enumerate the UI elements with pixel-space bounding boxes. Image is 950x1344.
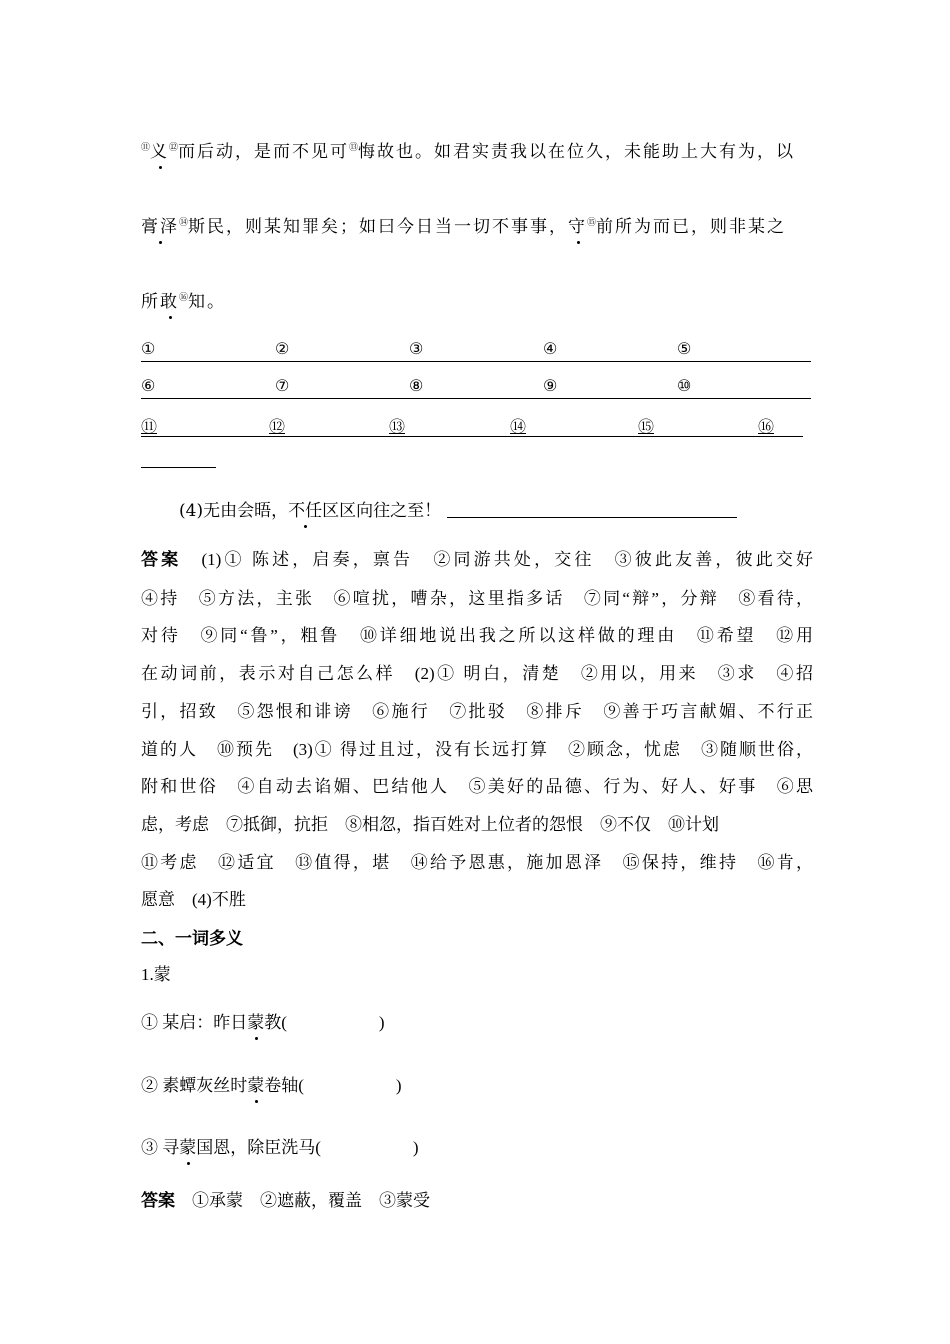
dotted-word-buren: 不任	[288, 496, 322, 521]
blank-12[interactable]: ⑫	[269, 417, 286, 436]
answer-label-2: 答案	[141, 1191, 175, 1211]
blank-10[interactable]: ⑩	[677, 376, 692, 395]
blank-5[interactable]: ⑤	[677, 339, 692, 358]
blank-1[interactable]: ①	[141, 339, 156, 358]
blank-row-3	[141, 414, 803, 437]
subsection-title: 1.蒙	[141, 965, 171, 984]
dotted-char-meng-2: 蒙	[247, 1071, 264, 1096]
blank-row-2	[141, 376, 811, 399]
note-marker-15: ⑮	[587, 218, 597, 228]
blank-13[interactable]: ⑬	[389, 417, 406, 436]
passage-line-1: ⑪义⑫而后动，是而不见可⑬悔故也。如君实责我以在位久，未能助上大有为，以	[141, 137, 795, 162]
blank-8[interactable]: ⑧	[409, 376, 424, 395]
blank-16[interactable]: ⑯	[758, 417, 775, 436]
passage-line-3: 所敢⑯知。	[141, 287, 226, 312]
dotted-char-14: 膏泽	[141, 212, 179, 237]
dotted-char-meng-3: 蒙	[179, 1133, 196, 1158]
dotted-char-11: 义	[150, 137, 169, 162]
polysemy-item-2: ② 素蟫灰丝时蒙卷轴( )	[141, 1071, 402, 1096]
note-marker-14: ⑭	[179, 218, 189, 228]
dotted-char-15: 守	[568, 212, 587, 237]
blank-row-1	[141, 339, 811, 362]
question-4: (4)无由会晤，不任区区向往之至！	[179, 496, 737, 521]
note-marker-12: ⑫	[169, 143, 179, 153]
note-marker-13: ⑬	[349, 143, 359, 153]
blank-7[interactable]: ⑦	[275, 376, 290, 395]
section-heading: 二、一词多义	[141, 929, 243, 949]
passage-line-2: 膏泽⑭斯民，则某知罪矣；如曰今日当一切不事事，守⑮前所为而已，则非某之	[141, 212, 786, 237]
answer-block-1: 答案 (1)① 陈述，启奏，禀告 ②同游共处，交往 ③彼此友善，彼此交好 ④持 ⑤方法，主张 ⑥喧扰，嘈杂，这里指多话 ⑦同“辩”，分辩 ⑧看待， 对待 ⑨同“鲁”，粗鲁 ⑩详细地说出我之所以这样做的理由 ⑪希望 ⑫用 在动词前，表示对自己怎么样 (2)① 明白，清楚 ②用以，用来 ③求 ④招 引，招致 ⑤怨恨和诽谤 ⑥施行 ⑦批驳 ⑧排斥 ⑨善于巧言献媚、不行正 道的人 ⑩预先 (3)① 得过且过，没有长远打算 ②顾念，忧虑 ③随顺世俗， 附和世俗 ④自动去谄媚、巴结他人 ⑤美好的品德、行为、好人、好事 ⑥思 虑，考虑 ⑦抵御，抗拒 ⑧相忽，指百姓对上位者的怨恨 ⑨不仅 ⑩计划 ⑪考虑 ⑫适宜 ⑬值得，堪 ⑭给予恩惠，施加恩泽 ⑮保持，维持 ⑯肯， 愿意 (4)不胜	[141, 550, 814, 910]
blank-3[interactable]: ③	[409, 339, 424, 358]
blank-6[interactable]: ⑥	[141, 376, 156, 395]
answer-block-2: 答案 ①承蒙 ②遮蔽，覆盖 ③蒙受	[141, 1191, 430, 1211]
blank-11[interactable]: ⑪	[141, 417, 158, 436]
blank-4[interactable]: ④	[543, 339, 558, 358]
blank-15[interactable]: ⑮	[638, 417, 655, 436]
answer-blank-q4[interactable]	[447, 503, 737, 518]
blank-9[interactable]: ⑨	[543, 376, 558, 395]
blank-14[interactable]: ⑭	[510, 417, 527, 436]
polysemy-item-3: ③ 寻蒙国恩，除臣洗马( )	[141, 1133, 419, 1158]
answer-label: 答案	[141, 550, 182, 570]
dotted-char-16: 敢	[160, 287, 179, 312]
polysemy-item-1: ① 某启：昨日蒙教( )	[141, 1008, 385, 1033]
note-marker-11: ⑪	[141, 143, 151, 153]
dotted-char-meng-1: 蒙	[247, 1008, 264, 1033]
blank-continuation-line	[141, 467, 216, 468]
note-marker-16: ⑯	[179, 293, 189, 303]
blank-2[interactable]: ②	[275, 339, 290, 358]
